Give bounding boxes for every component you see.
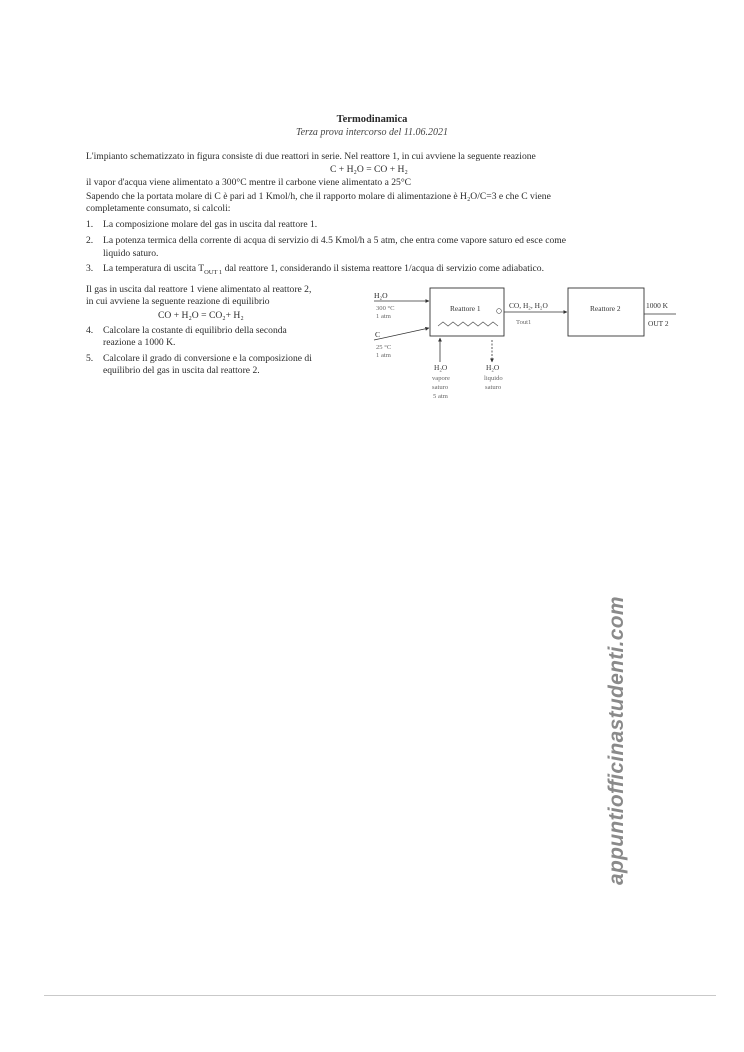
process-diagram	[370, 284, 690, 414]
document-title: Termodinamica	[336, 114, 408, 125]
heat-exchanger-coil	[438, 322, 498, 326]
coil-connector-icon	[497, 309, 502, 314]
intro-line-1: L'impianto schematizzato in figura consiste di due reattori in serie. Nel reattore 1, in cui avviene la seguente reazione	[86, 151, 536, 162]
part2-line-1: Il gas in uscita dal reattore 1 viene alimentato al reattore 2,	[86, 284, 312, 295]
reaction-2: CO + H₂O = CO₂+ H₂	[158, 310, 244, 321]
intro-line-2: il vapor d'acqua viene alimentato a 300°C mentre il carbone viene alimentato a 25°C	[86, 177, 412, 188]
question-text: La composizione molare del gas in uscita dal reattore 1.	[103, 219, 318, 230]
service-water-inlet-label: H₂O	[434, 363, 448, 372]
service-water-outlet-state-2: saturo	[485, 384, 502, 391]
question-text: La potenza termica della corrente di acqua di servizio di 4.5 Kmol/h a 5 atm, che entra come vapore saturo ed esce come	[103, 235, 566, 246]
service-water-outlet-label: H₂O	[486, 363, 500, 372]
question-text: liquido saturo.	[103, 248, 159, 259]
reactor-1-label: Reattore 1	[450, 304, 481, 313]
outlet-stream-label: OUT 2	[648, 319, 669, 328]
intermediate-stream-temp: Tout1	[516, 319, 532, 326]
carbon-feed-temp: 25 °C	[376, 344, 392, 351]
part2-line-2: in cui avviene la seguente reazione di equilibrio	[86, 296, 270, 307]
reactor-2-label: Reattore 2	[590, 304, 621, 313]
reaction-1: C + H₂O = CO + H₂	[330, 164, 408, 175]
question-text: Calcolare il grado di conversione e la composizione di	[103, 353, 312, 364]
question-text: reazione a 1000 K.	[103, 337, 176, 348]
question-text-subscript: OUT 1	[204, 268, 223, 276]
h2o-feed-temp: 300 °C	[376, 305, 395, 312]
service-water-inlet-pressure: 5 atm	[433, 393, 448, 400]
intro-line-3: Sapendo che la portata molare di C è pari ad 1 Kmol/h, che il rapporto molare di alimentazione è H₂O/C=3 e che C viene	[86, 191, 551, 202]
question-number: 5.	[86, 353, 94, 364]
carbon-feed-pressure: 1 atm	[376, 352, 391, 359]
carbon-feed-label: C	[375, 330, 381, 339]
intro-line-4: completamente consumato, si calcoli:	[86, 203, 231, 214]
carbon-feed-arrow	[374, 328, 429, 340]
service-water-inlet-state-1: vapore	[432, 375, 450, 382]
h2o-feed-label: H₂O	[374, 291, 388, 300]
question-text-post: dal reattore 1, considerando il sistema reattore 1/acqua di servizio come adiabatico.	[222, 263, 544, 274]
outlet-temp-label: 1000 K	[646, 301, 668, 310]
question-number: 1.	[86, 219, 94, 230]
question-number: 2.	[86, 235, 94, 246]
watermark-text: appuntiofficinastudenti.com	[605, 596, 628, 885]
service-water-outlet-state-1: liquido	[484, 375, 503, 382]
service-water-inlet-state-2: saturo	[432, 384, 449, 391]
h2o-feed-pressure: 1 atm	[376, 313, 391, 320]
footer-divider	[44, 995, 716, 996]
intermediate-stream-label: CO, H₂, H₂O	[509, 301, 548, 310]
question-text-pre: La temperatura di uscita T	[103, 263, 205, 274]
question-number: 3.	[86, 263, 94, 274]
document-subtitle: Terza prova intercorso del 11.06.2021	[295, 127, 449, 138]
question-text	[103, 263, 544, 279]
question-text: equilibrio del gas in uscita dal reattore 2.	[103, 365, 260, 376]
question-number: 4.	[86, 325, 94, 336]
question-text: Calcolare la costante di equilibrio della seconda	[103, 325, 287, 336]
